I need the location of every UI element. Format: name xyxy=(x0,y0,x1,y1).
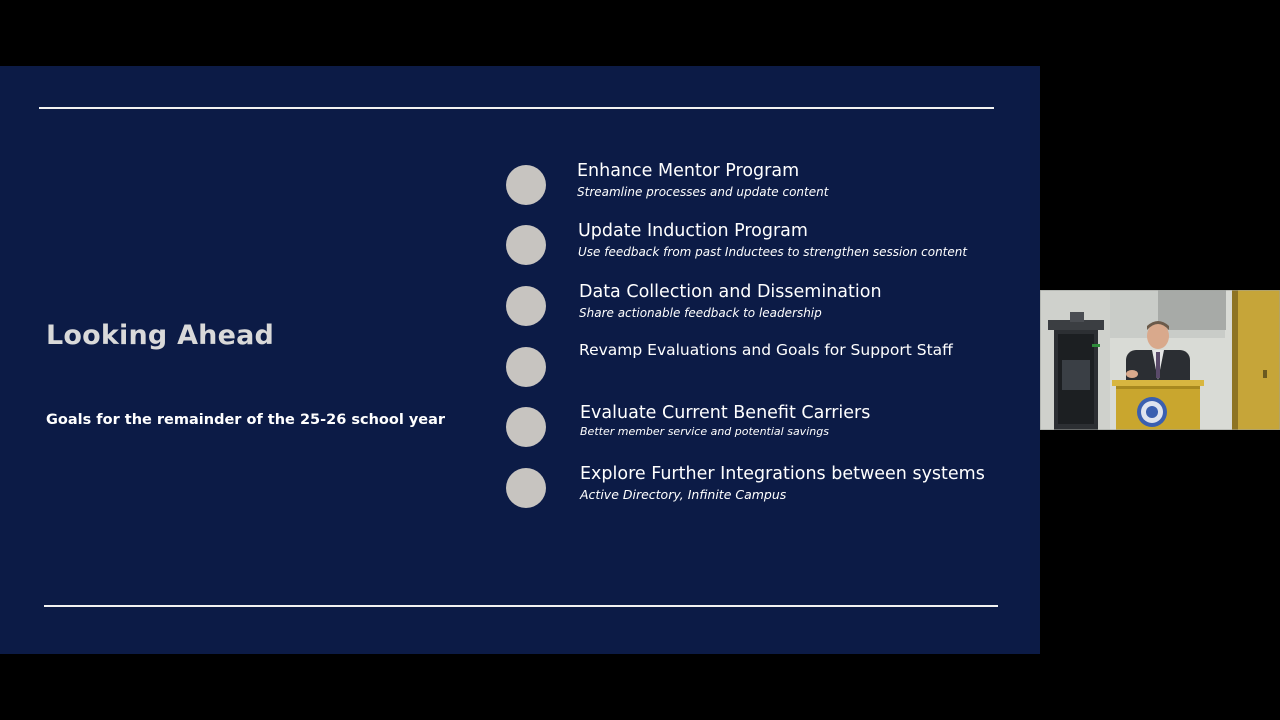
goal-item xyxy=(506,464,1006,510)
goal-title: Evaluate Current Benefit Carriers xyxy=(580,403,871,423)
goal-item xyxy=(506,341,1006,389)
goal-title: Data Collection and Dissemination xyxy=(579,282,882,302)
goal-item xyxy=(506,403,1006,449)
goal-item xyxy=(506,221,1006,267)
goal-title: Enhance Mentor Program xyxy=(577,161,800,181)
bottom-divider xyxy=(44,605,998,607)
top-divider xyxy=(39,107,994,109)
bullet-circle-icon xyxy=(506,468,546,508)
goal-description: Streamline processes and update content xyxy=(577,185,829,199)
bullet-circle-icon xyxy=(506,165,546,205)
presentation-slide xyxy=(0,66,1040,654)
goal-item xyxy=(506,161,1006,207)
bullet-circle-icon xyxy=(506,347,546,387)
goal-title: Explore Further Integrations between systems xyxy=(580,464,985,484)
speaker-camera-image xyxy=(1040,290,1280,430)
slide-subtitle: Goals for the remainder of the 25-26 school year xyxy=(46,412,446,428)
goal-description: Use feedback from past Inductees to strengthen session content xyxy=(578,245,968,259)
goal-title: Update Induction Program xyxy=(578,221,808,241)
goal-title: Revamp Evaluations and Goals for Support Staff xyxy=(579,341,953,359)
goal-description: Active Directory, Infinite Campus xyxy=(580,487,787,502)
goal-item xyxy=(506,282,1006,328)
bullet-circle-icon xyxy=(506,225,546,265)
slide-title: Looking Ahead xyxy=(46,320,275,351)
bullet-circle-icon xyxy=(506,286,546,326)
speaker-video-feed xyxy=(1040,290,1280,430)
goal-description: Share actionable feedback to leadership xyxy=(579,306,822,320)
bullet-circle-icon xyxy=(506,407,546,447)
goal-description: Better member service and potential savings xyxy=(580,425,829,438)
